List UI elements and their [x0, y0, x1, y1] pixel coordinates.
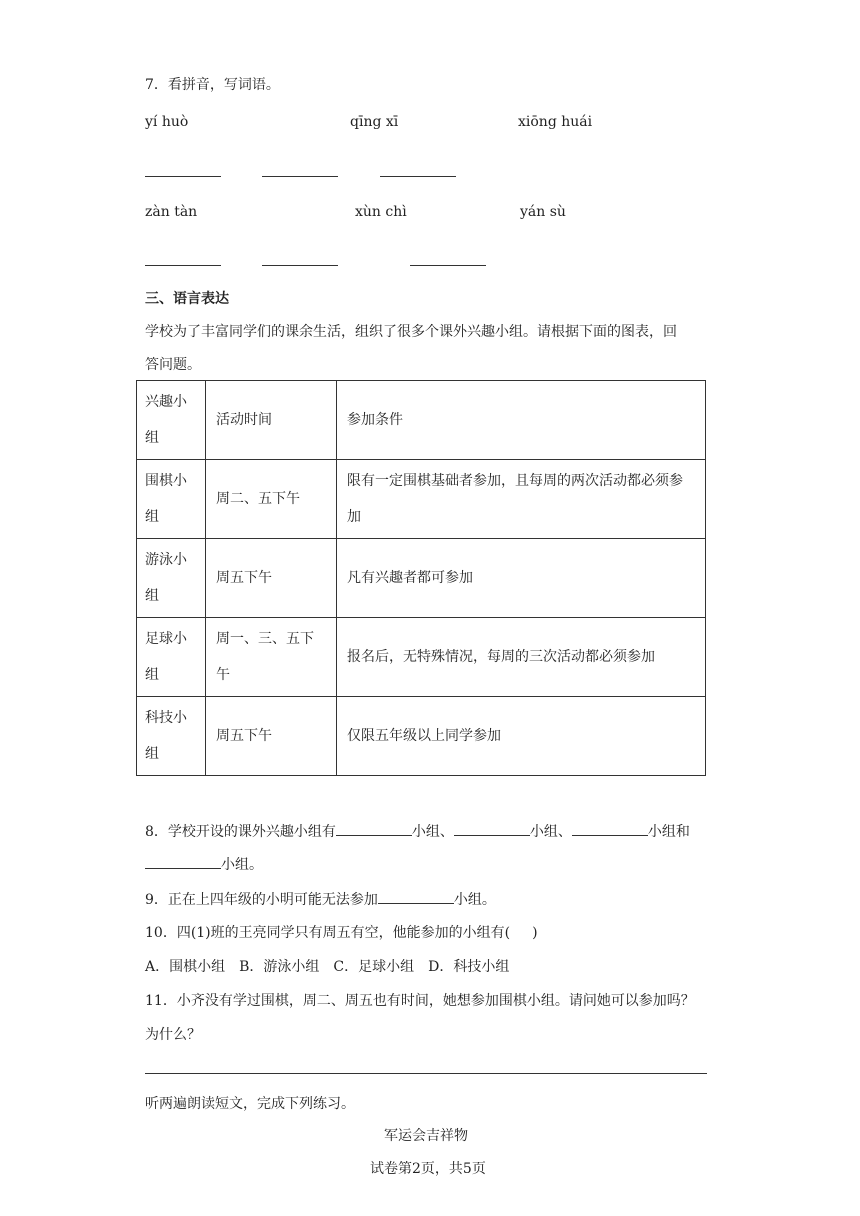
- table-cell: 围棋小组: [137, 460, 206, 539]
- question-8-text: 8．学校开设的课外兴趣小组有: [145, 824, 336, 840]
- answer-blank-6[interactable]: [410, 265, 486, 266]
- table-header-cell: 兴趣小组: [137, 381, 206, 460]
- answer-line[interactable]: [145, 1073, 707, 1074]
- pinyin-6: yán sù: [520, 204, 566, 220]
- answer-blank-3[interactable]: [380, 176, 456, 177]
- table-header-cell: 参加条件: [337, 381, 706, 460]
- table-cell: 周二、五下午: [206, 460, 337, 539]
- table-cell: 足球小组: [137, 618, 206, 697]
- table-cell: 限有一定围棋基础者参加，且每周的两次活动都必须参加: [337, 460, 706, 539]
- question-8-text: 小组、: [411, 824, 454, 840]
- interest-group-table: [136, 380, 706, 776]
- question-8-text: 小组。: [221, 857, 263, 873]
- table-cell: 仅限五年级以上同学参加: [337, 697, 706, 776]
- table-cell: 游泳小组: [137, 539, 206, 618]
- answer-blank-4[interactable]: [145, 265, 221, 266]
- question-8-text: 小组、: [529, 824, 572, 840]
- section-intro-line-1: 学校为了丰富同学们的课余生活，组织了很多个课外兴趣小组。请根据下面的图表，回: [145, 324, 677, 340]
- answer-blank[interactable]: [145, 856, 221, 869]
- page-footer: 试卷第2页，共5页: [370, 1161, 486, 1177]
- table-header-row: [137, 381, 706, 460]
- listening-instruction: 听两遍朗读短文，完成下列练习。: [145, 1096, 355, 1112]
- question-7-prompt: 7．看拼音，写词语。: [145, 77, 280, 93]
- question-10-text: 10．四(1)班的王亮同学只有周五有空，他能参加的小组有(: [145, 925, 511, 941]
- pinyin-1: yí huò: [145, 114, 189, 130]
- table-header-cell: 活动时间: [206, 381, 337, 460]
- question-10-options: A．围棋小组 B．游泳小组 C．足球小组 D．科技小组: [145, 959, 510, 975]
- question-9: [145, 889, 496, 909]
- table-row: [137, 460, 706, 539]
- question-9-text: 9．正在上四年级的小明可能无法参加: [145, 892, 378, 908]
- question-11-line-2: 为什么？: [145, 1027, 201, 1043]
- table-cell: 凡有兴趣者都可参加: [337, 539, 706, 618]
- table-row: [137, 618, 706, 697]
- question-10: [145, 922, 538, 942]
- question-8-text: 小组和: [647, 824, 690, 840]
- answer-blank-1[interactable]: [145, 176, 221, 177]
- answer-blank[interactable]: [378, 891, 454, 904]
- table-cell: 周五下午: [206, 539, 337, 618]
- table-cell: 周五下午: [206, 697, 337, 776]
- passage-title: 军运会吉祥物: [384, 1128, 468, 1144]
- pinyin-3: xiōng huái: [518, 114, 593, 130]
- section-intro-line-2: 答问题。: [145, 357, 201, 373]
- table-cell: 报名后，无特殊情况，每周的三次活动都必须参加: [337, 618, 706, 697]
- section-title: 三、语言表达: [145, 291, 229, 307]
- pinyin-5: xùn chì: [355, 204, 407, 220]
- answer-blank-5[interactable]: [262, 265, 338, 266]
- pinyin-4: zàn tàn: [145, 204, 198, 220]
- table-row: [137, 697, 706, 776]
- question-11-line-1: 11．小齐没有学过围棋，周二、周五也有时间，她想参加围棋小组。请问她可以参加吗？: [145, 993, 695, 1009]
- question-9-text: 小组。: [453, 892, 496, 908]
- table-cell: 科技小组: [137, 697, 206, 776]
- answer-blank[interactable]: [336, 823, 412, 836]
- answer-blank[interactable]: [572, 823, 648, 836]
- table-row: [137, 539, 706, 618]
- table-cell: 周一、三、五下午: [206, 618, 337, 697]
- question-10-close: ): [532, 925, 538, 941]
- answer-blank[interactable]: [454, 823, 530, 836]
- answer-blank-2[interactable]: [262, 176, 338, 177]
- pinyin-2: qīng xī: [350, 114, 399, 130]
- question-8-cont: [145, 854, 263, 874]
- question-8: [145, 821, 690, 841]
